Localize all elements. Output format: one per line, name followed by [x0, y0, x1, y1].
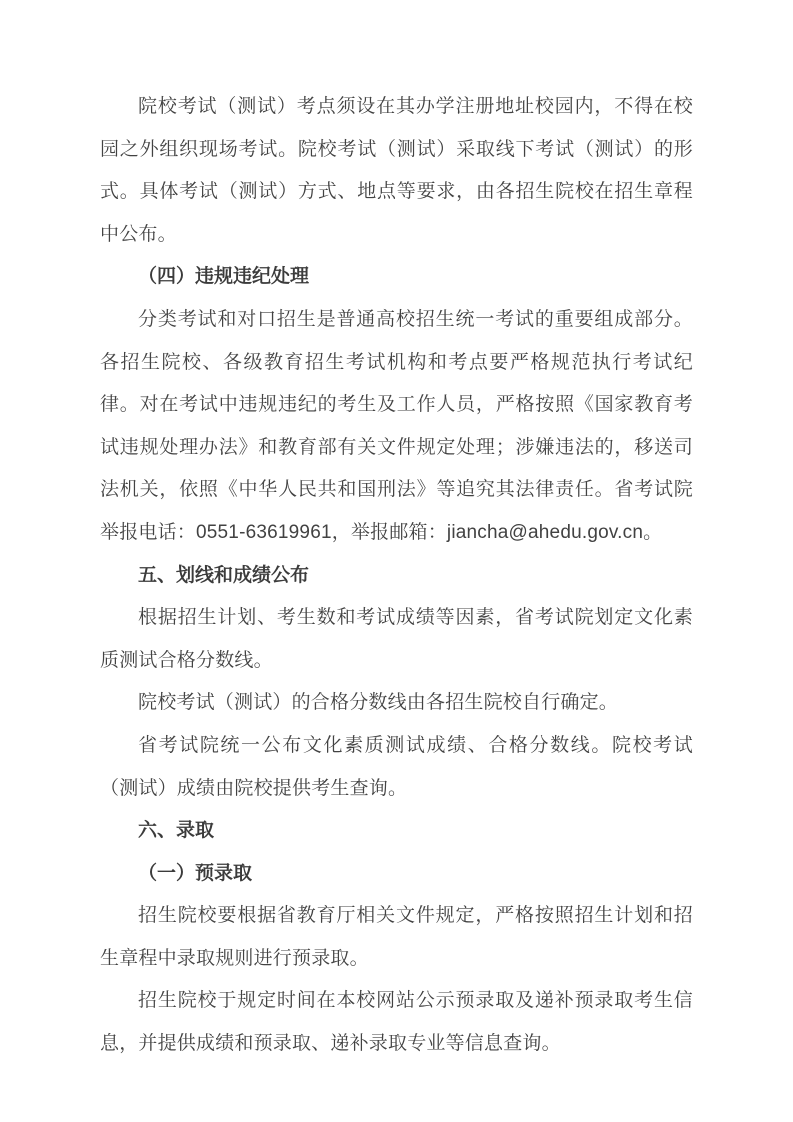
heading-section-5-score-lines: 五、划线和成绩公布: [138, 564, 310, 586]
heading-section-4-violations: （四）违规违纪处理: [138, 266, 310, 288]
para-pre-admission-publicity: 招生院校于规定时间在本校网站公示预录取及递补预录取考生信息，并提供成绩和预录取、递补录取专业等信息查询。: [100, 990, 693, 1055]
para-exam-site-rules: 院校考试（测试）考点须设在其办学注册地址校园内，不得在校园之外组织现场考试。院校考试（测试）采取线下考试（测试）的形式。具体考试（测试）方式、地点等要求，由各招生院校在招生章程中公布。: [100, 96, 693, 245]
para-qualifying-line: 根据招生计划、考生数和考试成绩等因素，省考试院划定文化素质测试合格分数线。: [100, 607, 693, 671]
para-pre-admission-rules: 招生院校要根据省教育厅相关文件规定，严格按照招生计划和招生章程中录取规则进行预录取。: [100, 905, 693, 969]
para-violation-handling: 分类考试和对口招生是普通高校招生统一考试的重要组成部分。各招生院校、各级教育招生考试机构和考点要严格规范执行考试纪律。对在考试中违规违纪的考生及工作人员，严格按照《国家教育考试违规处理办法》和教育部有关文件规定处理；涉嫌违法的，移送司法机关，依照《中华人民共和国刑法》等追究其法律责任。省考试院举报电话：0551-63619961，举报邮箱：jiancha@ahedu.gov.cn。: [100, 308, 693, 543]
para-college-test-line: 院校考试（测试）的合格分数线由各招生院校自行确定。: [138, 692, 619, 714]
heading-sub-1-pre-admission: （一）预录取: [138, 862, 253, 884]
para-score-publication: 省考试院统一公布文化素质测试成绩、合格分数线。院校考试（测试）成绩由院校提供考生查询。: [100, 734, 693, 799]
heading-section-6-admission: 六、录取: [138, 820, 215, 842]
